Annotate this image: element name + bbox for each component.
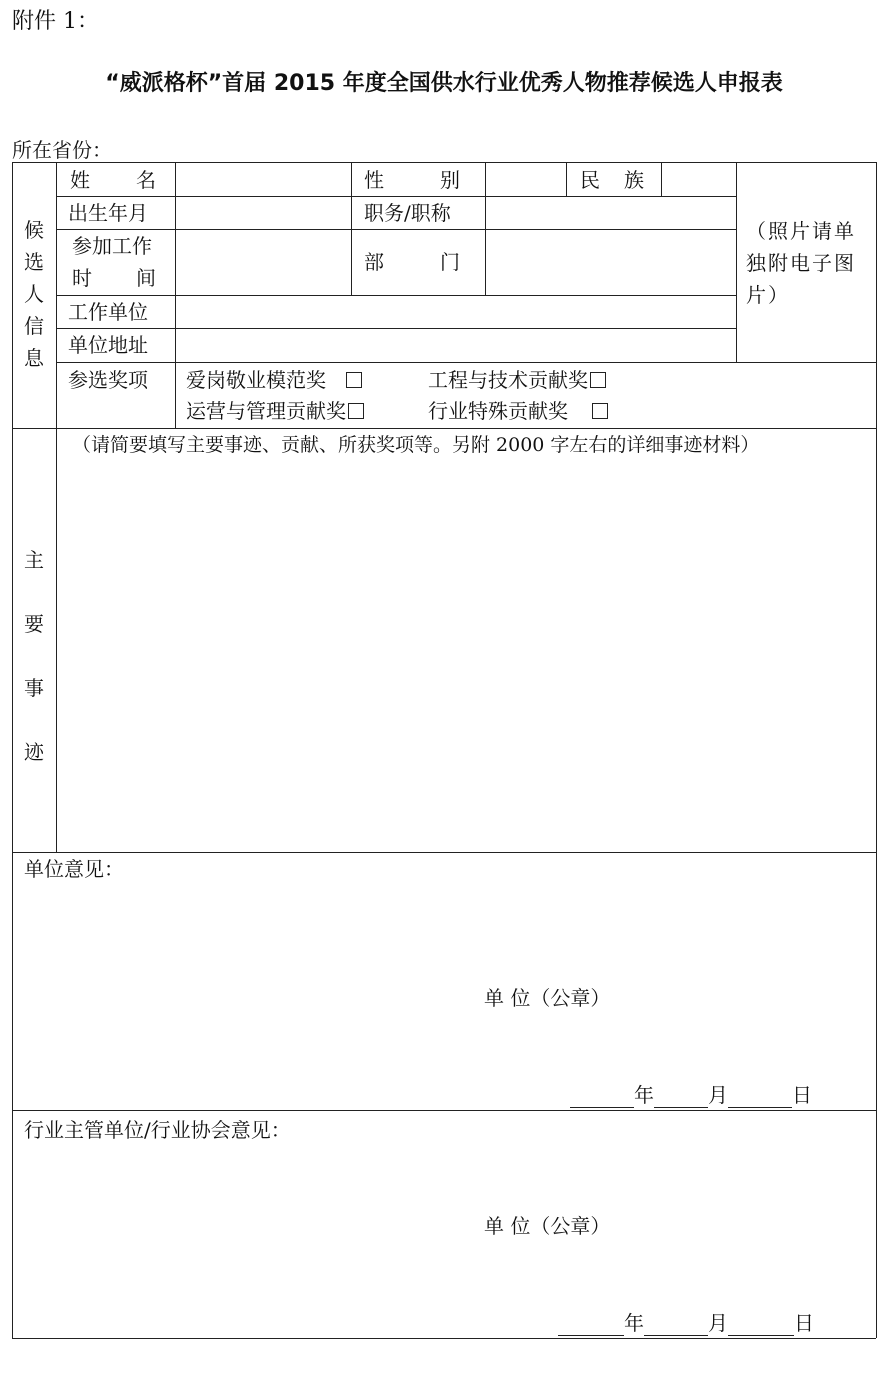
section-char: 要 [24,612,44,636]
address-label: 单位地址 [68,333,148,357]
form-title: “威派格杯”首届 2015 年度全国供水行业优秀人物推荐候选人申报表 [105,71,783,96]
name-input[interactable] [178,164,348,194]
section-char: 信 [24,314,44,338]
month-label: 月 [708,1311,728,1335]
award-category-label: 参选奖项 [68,368,148,392]
checkbox[interactable] [346,372,362,388]
unit-opinion-input[interactable] [16,886,872,976]
day-blank[interactable] [728,1087,792,1108]
annex-label: 附件 1： [12,9,99,34]
month-blank[interactable] [654,1087,708,1108]
day-label: 日 [794,1311,814,1335]
label-char: 性 [364,168,384,192]
province-row [12,134,202,163]
label-char: 时 [72,266,92,290]
checkbox[interactable] [592,403,608,419]
section-char: 迹 [24,740,44,764]
label-char: 名 [136,168,156,192]
deeds-textarea[interactable] [60,462,872,848]
position-input[interactable] [488,198,733,228]
day-blank[interactable] [728,1315,794,1336]
unit-opinion-label: 单位意见： [24,857,124,881]
industry-seal: 单 位（公章） [484,1214,611,1238]
award-option-1[interactable] [186,367,362,393]
photo-note: （照片请单独附电子图片） [746,219,856,307]
gender-input[interactable] [488,164,563,194]
work-start-label-line2 [72,265,156,291]
award-option-label: 爱岗敬业模范奖 [186,368,326,392]
year-blank[interactable] [570,1087,634,1108]
position-label: 职务/职称 [364,201,451,225]
section-char: 选 [24,250,44,274]
address-input[interactable] [178,330,733,360]
label-char: 门 [440,250,460,274]
department-input[interactable] [488,231,733,293]
gender-label [364,167,460,193]
section-char: 人 [24,282,44,306]
checkbox[interactable] [590,372,606,388]
industry-date [558,1310,814,1336]
employer-label: 工作单位 [68,300,148,324]
label-char: 别 [440,168,460,192]
award-option-3[interactable] [186,398,364,424]
deeds-note: （请简要填写主要事迹、贡献、所获奖项等。另附 2000 字左右的详细事迹材料） [72,434,760,456]
month-label: 月 [708,1083,728,1107]
name-label [70,167,156,193]
ethnicity-label [580,167,644,193]
award-option-label: 工程与技术贡献奖 [428,368,588,392]
year-blank[interactable] [558,1315,624,1336]
employer-input[interactable] [178,297,733,327]
label-char: 部 [364,250,384,274]
industry-opinion-label: 行业主管单位/行业协会意见： [24,1118,291,1142]
section-char: 候 [24,218,44,242]
department-label [364,249,460,275]
label-char: 族 [624,168,644,192]
section-char: 息 [24,346,44,370]
label-char: 民 [580,168,600,192]
industry-opinion-input[interactable] [16,1148,872,1208]
year-label: 年 [634,1083,654,1107]
birth-input[interactable] [178,198,348,228]
label-char: 姓 [70,168,90,192]
section-char: 主 [24,548,44,572]
award-option-4[interactable] [428,398,608,424]
unit-seal: 单 位（公章） [484,986,611,1010]
award-option-label: 行业特殊贡献奖 [428,399,568,423]
birth-label: 出生年月 [68,201,148,225]
day-label: 日 [792,1083,812,1107]
label-char: 间 [136,266,156,290]
unit-date [570,1082,812,1108]
award-option-label: 运营与管理贡献奖 [186,399,346,423]
section-char: 事 [24,676,44,700]
work-start-input[interactable] [178,231,348,293]
ethnicity-input[interactable] [664,164,734,194]
award-option-2[interactable] [428,367,606,393]
year-label: 年 [624,1311,644,1335]
province-input[interactable] [114,144,202,163]
work-start-label-line1: 参加工作 [72,234,152,258]
section-label-candidate [12,214,56,374]
checkbox[interactable] [348,403,364,419]
province-label: 所在省份： [12,138,112,162]
section-label-deeds [12,528,56,784]
month-blank[interactable] [644,1315,708,1336]
